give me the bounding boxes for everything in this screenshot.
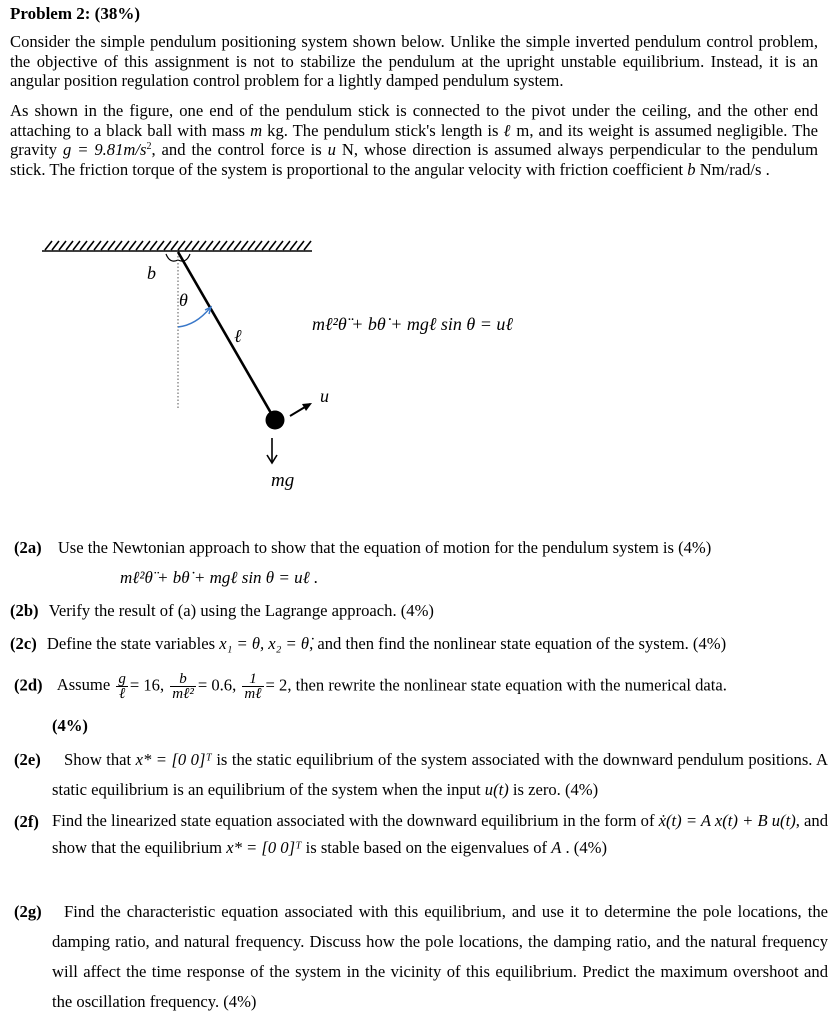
- desc-part-a: As shown in the figure, one end of the pendulum stick is connected to the pivot under the ceiling, and the other end attaching to a black ball with mass: [10, 101, 818, 140]
- question-2g: [10, 898, 828, 1018]
- label-u: u: [320, 386, 329, 406]
- desc-part-e: N, whose direction is assumed always perpendicular to the pendulum stick. The friction torque of the system is proportional to the angular velocity with friction coefficient: [10, 140, 818, 179]
- question-2e-label: (2e): [14, 750, 41, 769]
- question-2e-text: [52, 745, 828, 805]
- fraction-2-den: mℓ²: [172, 686, 194, 702]
- question-2a-equation: mℓ²θ̈ + bθ̇ + mgℓ sin θ = uℓ .: [120, 568, 319, 587]
- question-2d-assume: Assume: [56, 675, 111, 695]
- question-2f-equilibrium: x* = [0 0]ᵀ: [226, 838, 302, 857]
- question-2e-text-a: Show that: [64, 750, 136, 769]
- question-2a-label: (2a): [14, 538, 42, 557]
- question-2e-text-c: is zero. (4%): [508, 780, 599, 799]
- question-2f-text-c: is stable based on the eigenvalues of: [301, 838, 552, 857]
- desc-part-c: m, and its weight is assumed negligible. The gravity: [10, 120, 818, 160]
- fraction-1-over-ml: [242, 672, 263, 701]
- fraction-3-num: 1: [242, 672, 263, 687]
- question-2c-label: (2c): [10, 634, 37, 653]
- question-2d-label: (2d): [14, 675, 43, 695]
- question-2c: [10, 634, 726, 654]
- pendulum-rod: [178, 252, 275, 420]
- question-2b: [10, 601, 434, 621]
- value-2: = 0.6,: [197, 675, 237, 695]
- label-mg: mg: [271, 470, 295, 491]
- value-3: = 2: [265, 675, 288, 695]
- symbol-u: u: [327, 140, 336, 160]
- question-2d: [14, 672, 727, 701]
- question-2b-text: Verify the result of (a) using the Lagrange approach. (4%): [48, 601, 434, 620]
- symbol-b: b: [687, 159, 696, 179]
- desc-part-f: Nm/rad/s .: [695, 159, 770, 179]
- pendulum-ball: [266, 411, 285, 430]
- question-2c-text-b: , and then find the nonlinear state equation of the system. (4%): [309, 634, 727, 653]
- question-2f-text-d: . (4%): [561, 838, 607, 857]
- gravity-value: g = 9.81m/s: [62, 140, 147, 160]
- question-2g-label: (2g): [14, 902, 42, 921]
- question-2f: [10, 810, 828, 890]
- fraction-b-over-ml2: [170, 672, 196, 701]
- question-2f-text-b: , and show that the equilibrium: [52, 811, 828, 857]
- value-1: = 16,: [129, 675, 165, 695]
- label-b: b: [147, 263, 156, 283]
- symbol-m: m: [250, 120, 263, 140]
- ceiling-hatch: [45, 241, 311, 250]
- question-2d-text: , then rewrite the nonlinear state equation with the numerical data.: [287, 675, 727, 695]
- question-2e-text-b: is the static equilibrium of the system associated with the downward pendulum positions. A static equilibrium is an equilibrium of the system when the input: [52, 750, 828, 799]
- question-2c-state: x₁ = θ, x₂ = θ̇: [219, 634, 310, 653]
- question-2f-state-equation: ẋ(t) = A x(t) + B u(t): [658, 811, 796, 830]
- question-2f-text: [52, 807, 828, 861]
- fraction-1-num: g: [118, 671, 126, 687]
- question-2f-label: (2f): [14, 812, 39, 831]
- question-2f-text-a: Find the linearized state equation associated with the downward equilibrium in the form of: [52, 811, 659, 830]
- desc-part-d: , and the control force is: [151, 140, 328, 160]
- symbol-l: ℓ: [503, 120, 512, 140]
- question-2c-text-a: Define the state variables: [46, 634, 220, 653]
- question-2b-label: (2b): [10, 601, 39, 620]
- pendulum-figure: [0, 230, 829, 500]
- label-l: ℓ: [234, 326, 242, 346]
- question-2e: [10, 748, 828, 808]
- question-2a: [14, 538, 711, 558]
- question-2g-text: Find the characteristic equation associated with this equilibrium, and use it to determine the pole locations, the damping ratio, and natural frequency. Discuss how the pole locations, the damping ratio, and the natural frequency will affect the time response of the system in the vicinity of this equilibrium. Predict the maximum overshoot and the oscillation frequency. (4%): [52, 902, 828, 1011]
- question-2d-percent: (4%): [52, 716, 88, 735]
- question-2a-text: Use the Newtonian approach to show that the equation of motion for the pendulum system is (4%): [57, 538, 712, 557]
- desc-part-b: kg. The pendulum stick's length is: [262, 120, 504, 140]
- fraction-3-den: mℓ: [244, 686, 262, 702]
- problem-title: Problem 2: (38%): [10, 4, 140, 23]
- question-2f-matrix-a: A: [551, 838, 562, 857]
- fraction-2-num: b: [170, 672, 196, 687]
- figure-equation: mℓ²θ̈ + bθ̇ + mgℓ sin θ = uℓ: [312, 314, 513, 334]
- fraction-g-over-l: [116, 672, 128, 701]
- question-2e-equilibrium: x* = [0 0]ᵀ: [135, 750, 212, 769]
- intro-paragraph: Consider the simple pendulum positioning system shown below. Unlike the simple inverted pendulum control problem, the objective of this assignment is not to stabilize the pendulum at the upright unstable equilibrium. Instead, it is an angular position regulation control problem for a lightly damped pendulum system.: [10, 32, 818, 91]
- label-theta: θ: [179, 290, 188, 310]
- description-paragraph: As shown in the figure, one end of the pendulum stick is connected to the pivot under the ceiling, and the other end attaching to a black ball with mass m kg. The pendulum stick's length is ℓ m, and its weight is assumed negligible. The gravity $g = 9.81m/s^2$, and the control force is u N, whose direction is assumed always perpendicular to the pendulum stick. The friction torque of the system is proportional to the angular velocity with friction coefficient b Nm/rad/s .: [10, 101, 818, 179]
- fraction-1-den: ℓ: [118, 686, 126, 702]
- question-2e-input: u(t): [484, 780, 509, 799]
